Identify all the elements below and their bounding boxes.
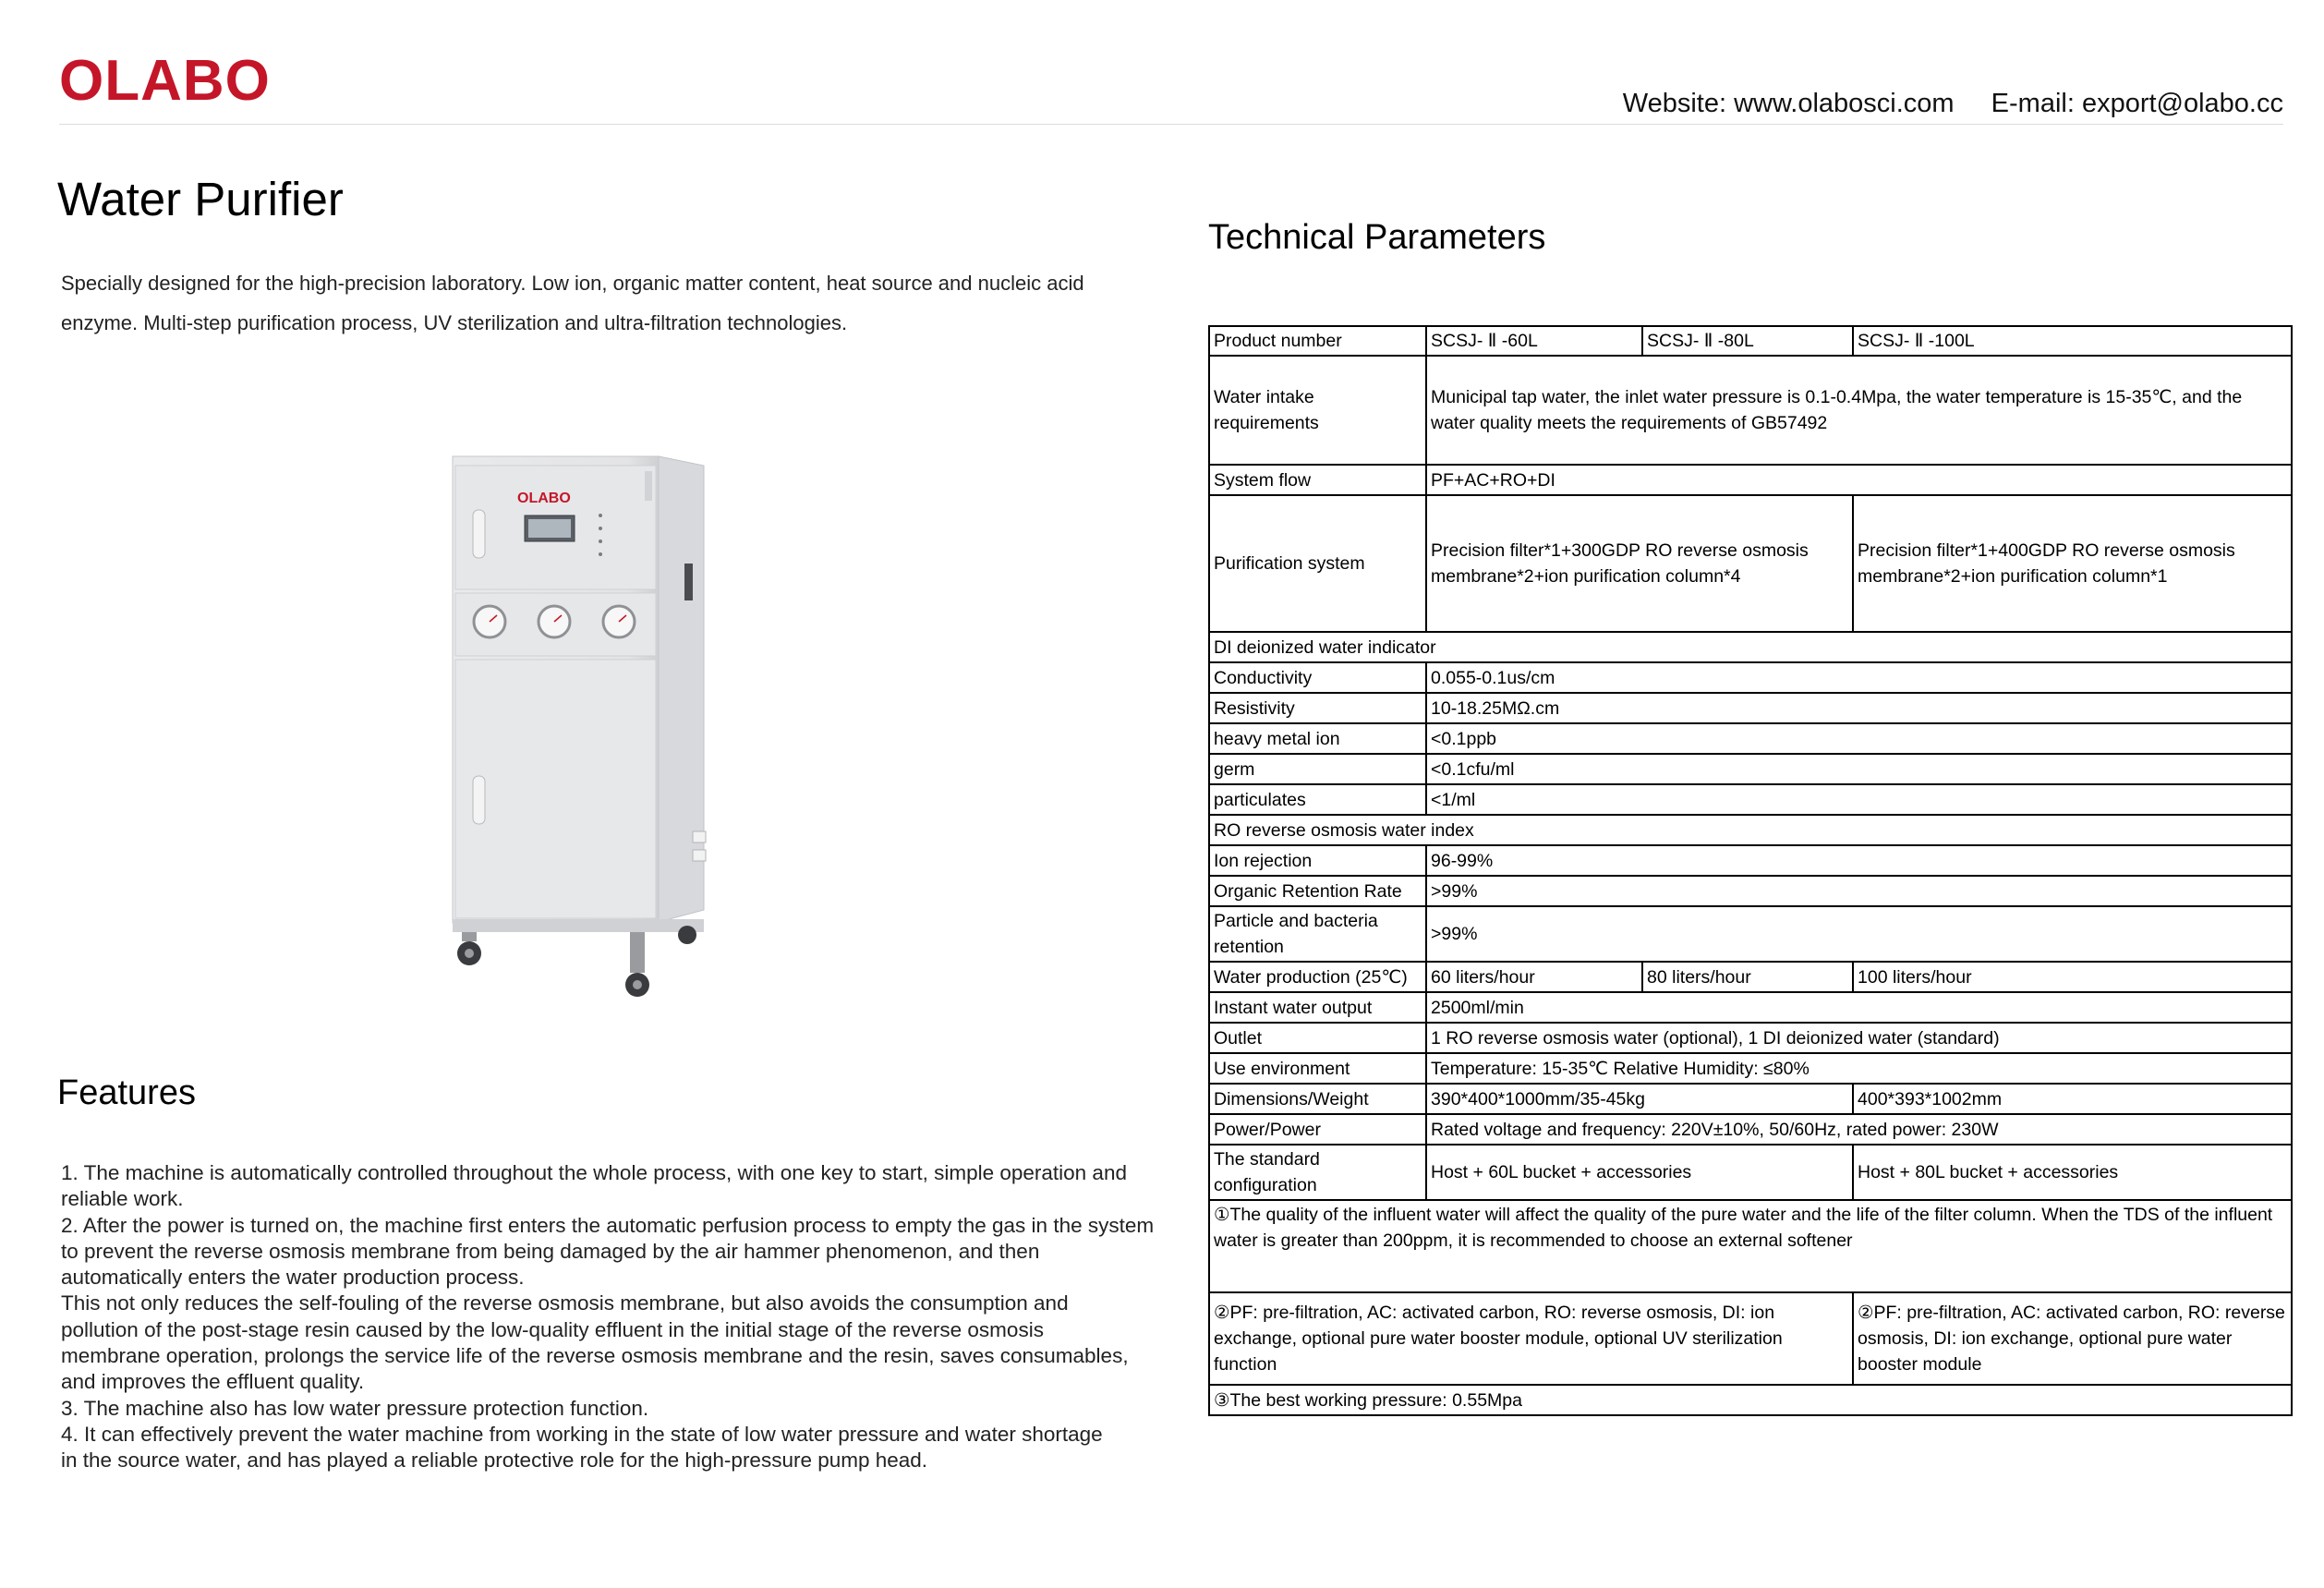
water-purifier-image: [434, 453, 711, 998]
cell-label: Water production (25℃): [1209, 962, 1426, 992]
tech-params-heading: Technical Parameters: [1208, 218, 1546, 257]
email-text: E-mail: export@olabo.cc: [1991, 89, 2283, 118]
brand-logo: OLABO: [59, 49, 271, 113]
cell-label: Conductivity: [1209, 662, 1426, 693]
cell-value: <0.1ppb: [1426, 723, 2292, 754]
website-text: Website: www.olabosci.com: [1622, 89, 1955, 118]
note-cell: ②PF: pre-filtration, AC: activated carbon, RO: reverse osmosis, DI: ion exchange, optional pure water booster module, optional UV sterilization function: [1209, 1292, 1853, 1385]
cell-value: 0.055-0.1us/cm: [1426, 662, 2292, 693]
cell-label: Power/Power: [1209, 1114, 1426, 1145]
spec-table: [1208, 325, 2293, 1416]
table-row: [1209, 845, 2292, 876]
table-row: [1209, 693, 2292, 723]
table-row: [1209, 1385, 2292, 1415]
table-row: [1209, 1084, 2292, 1114]
cell-label: Ion rejection: [1209, 845, 1426, 876]
cell-value: Municipal tap water, the inlet water pressure is 0.1-0.4Mpa, the water temperature is 15-35℃, and the water quality meets the requirements of GB57492: [1426, 356, 2292, 465]
cell-label: Outlet: [1209, 1023, 1426, 1053]
table-row: [1209, 356, 2292, 465]
cell-value: <1/ml: [1426, 784, 2292, 815]
cell-label: Dimensions/Weight: [1209, 1084, 1426, 1114]
cell-value: 100 liters/hour: [1853, 962, 2292, 992]
cell-label: Organic Retention Rate: [1209, 876, 1426, 906]
table-row: [1209, 465, 2292, 495]
note-cell: ①The quality of the influent water will affect the quality of the pure water and the life of the filter column. When the TDS of the influent water is greater than 200ppm, it is recommended to choose an external softener: [1209, 1200, 2292, 1292]
cell-model: SCSJ- Ⅱ -80L: [1642, 326, 1853, 356]
feature-item: This not only reduces the self-fouling of the reverse osmosis membrane, but also avoids the consumption and pollution of the post-stage resin caused by the low-quality effluent in the initial stage of the reverse osmosis membrane operation, prolongs the service life of the reverse osmosis membrane and the resin, saves consumables, and improves the effluent quality.: [61, 1291, 1129, 1394]
table-row: [1209, 326, 2292, 356]
cell-value: >99%: [1426, 906, 2292, 962]
cell-value: 390*400*1000mm/35-45kg: [1426, 1084, 1853, 1114]
table-row: [1209, 495, 2292, 632]
table-row: [1209, 1145, 2292, 1200]
machine-logo: OLABO: [517, 491, 571, 506]
cell-value: 2500ml/min: [1426, 992, 2292, 1023]
table-row: [1209, 632, 2292, 662]
features-list: [61, 1160, 1165, 1474]
section-header: RO reverse osmosis water index: [1209, 815, 2292, 845]
cell-label: Purification system: [1209, 495, 1426, 632]
cell-value: Temperature: 15-35℃ Relative Humidity: ≤80%: [1426, 1053, 2292, 1084]
cell-value: 60 liters/hour: [1426, 962, 1642, 992]
note-cell: ③The best working pressure: 0.55Mpa: [1209, 1385, 2292, 1415]
cell-value: 1 RO reverse osmosis water (optional), 1 DI deionized water (standard): [1426, 1023, 2292, 1053]
cell-model: SCSJ- Ⅱ -100L: [1853, 326, 2292, 356]
feature-item: 2. After the power is turned on, the machine first enters the automatic perfusion process to empty the gas in the system to prevent the reverse osmosis membrane from being damaged by the air hammer phenomenon, and then automatically enters the water production process.: [61, 1213, 1155, 1290]
cell-value: Precision filter*1+300GDP RO reverse osmosis membrane*2+ion purification column*4: [1426, 495, 1853, 632]
cell-value: PF+AC+RO+DI: [1426, 465, 2292, 495]
table-row: [1209, 1114, 2292, 1145]
cell-label: Particle and bacteria retention: [1209, 906, 1426, 962]
product-description: Specially designed for the high-precision laboratory. Low ion, organic matter content, heat source and nucleic acid enzyme. Multi-step purification process, UV sterilization and ultra-filtration technologies.: [61, 272, 1084, 334]
table-row: [1209, 876, 2292, 906]
table-row: [1209, 992, 2292, 1023]
table-row: [1209, 906, 2292, 962]
header-divider: [59, 124, 2283, 125]
table-row: [1209, 662, 2292, 693]
cell-label: Resistivity: [1209, 693, 1426, 723]
table-row: [1209, 1053, 2292, 1084]
cell-label: System flow: [1209, 465, 1426, 495]
table-row: [1209, 723, 2292, 754]
cell-value: Host + 60L bucket + accessories: [1426, 1145, 1853, 1200]
table-row: [1209, 815, 2292, 845]
cell-label: Instant water output: [1209, 992, 1426, 1023]
cell-model: SCSJ- Ⅱ -60L: [1426, 326, 1642, 356]
cell-value: 96-99%: [1426, 845, 2292, 876]
table-row: [1209, 1200, 2292, 1292]
feature-item: 4. It can effectively prevent the water machine from working in the state of low water pressure and water shortage in the source water, and has played a reliable protective role for the high-pressure pump head.: [61, 1422, 1103, 1473]
cell-label: Use environment: [1209, 1053, 1426, 1084]
table-row: [1209, 1292, 2292, 1385]
cell-label: heavy metal ion: [1209, 723, 1426, 754]
cell-value: Host + 80L bucket + accessories: [1853, 1145, 2292, 1200]
cell-value: 400*393*1002mm: [1853, 1084, 2292, 1114]
cell-label: particulates: [1209, 784, 1426, 815]
table-row: [1209, 784, 2292, 815]
feature-item: 1. The machine is automatically controlled throughout the whole process, with one key to start, simple operation and reliable work.: [61, 1161, 1127, 1211]
pressure-gauges: [474, 606, 635, 637]
cell-value: <0.1cfu/ml: [1426, 754, 2292, 784]
features-heading: Features: [57, 1073, 196, 1112]
cell-label: germ: [1209, 754, 1426, 784]
feature-item: 3. The machine also has low water pressure protection function.: [61, 1396, 649, 1420]
note-cell: ②PF: pre-filtration, AC: activated carbon, RO: reverse osmosis, DI: ion exchange, optional pure water booster module: [1853, 1292, 2292, 1385]
cell-value: >99%: [1426, 876, 2292, 906]
table-row: [1209, 754, 2292, 784]
section-header: DI deionized water indicator: [1209, 632, 2292, 662]
cell-value: 80 liters/hour: [1642, 962, 1853, 992]
cell-value: Rated voltage and frequency: 220V±10%, 50/60Hz, rated power: 230W: [1426, 1114, 2292, 1145]
table-row: [1209, 962, 2292, 992]
header-contact: [1593, 89, 2283, 119]
table-row: [1209, 1023, 2292, 1053]
cell-label: Water intake requirements: [1209, 356, 1426, 465]
cell-value: Precision filter*1+400GDP RO reverse osmosis membrane*2+ion purification column*1: [1853, 495, 2292, 632]
cell-value: 10-18.25MΩ.cm: [1426, 693, 2292, 723]
page-title: Water Purifier: [57, 173, 344, 225]
cell-label: Product number: [1209, 326, 1426, 356]
cell-label: The standard configuration: [1209, 1145, 1426, 1200]
